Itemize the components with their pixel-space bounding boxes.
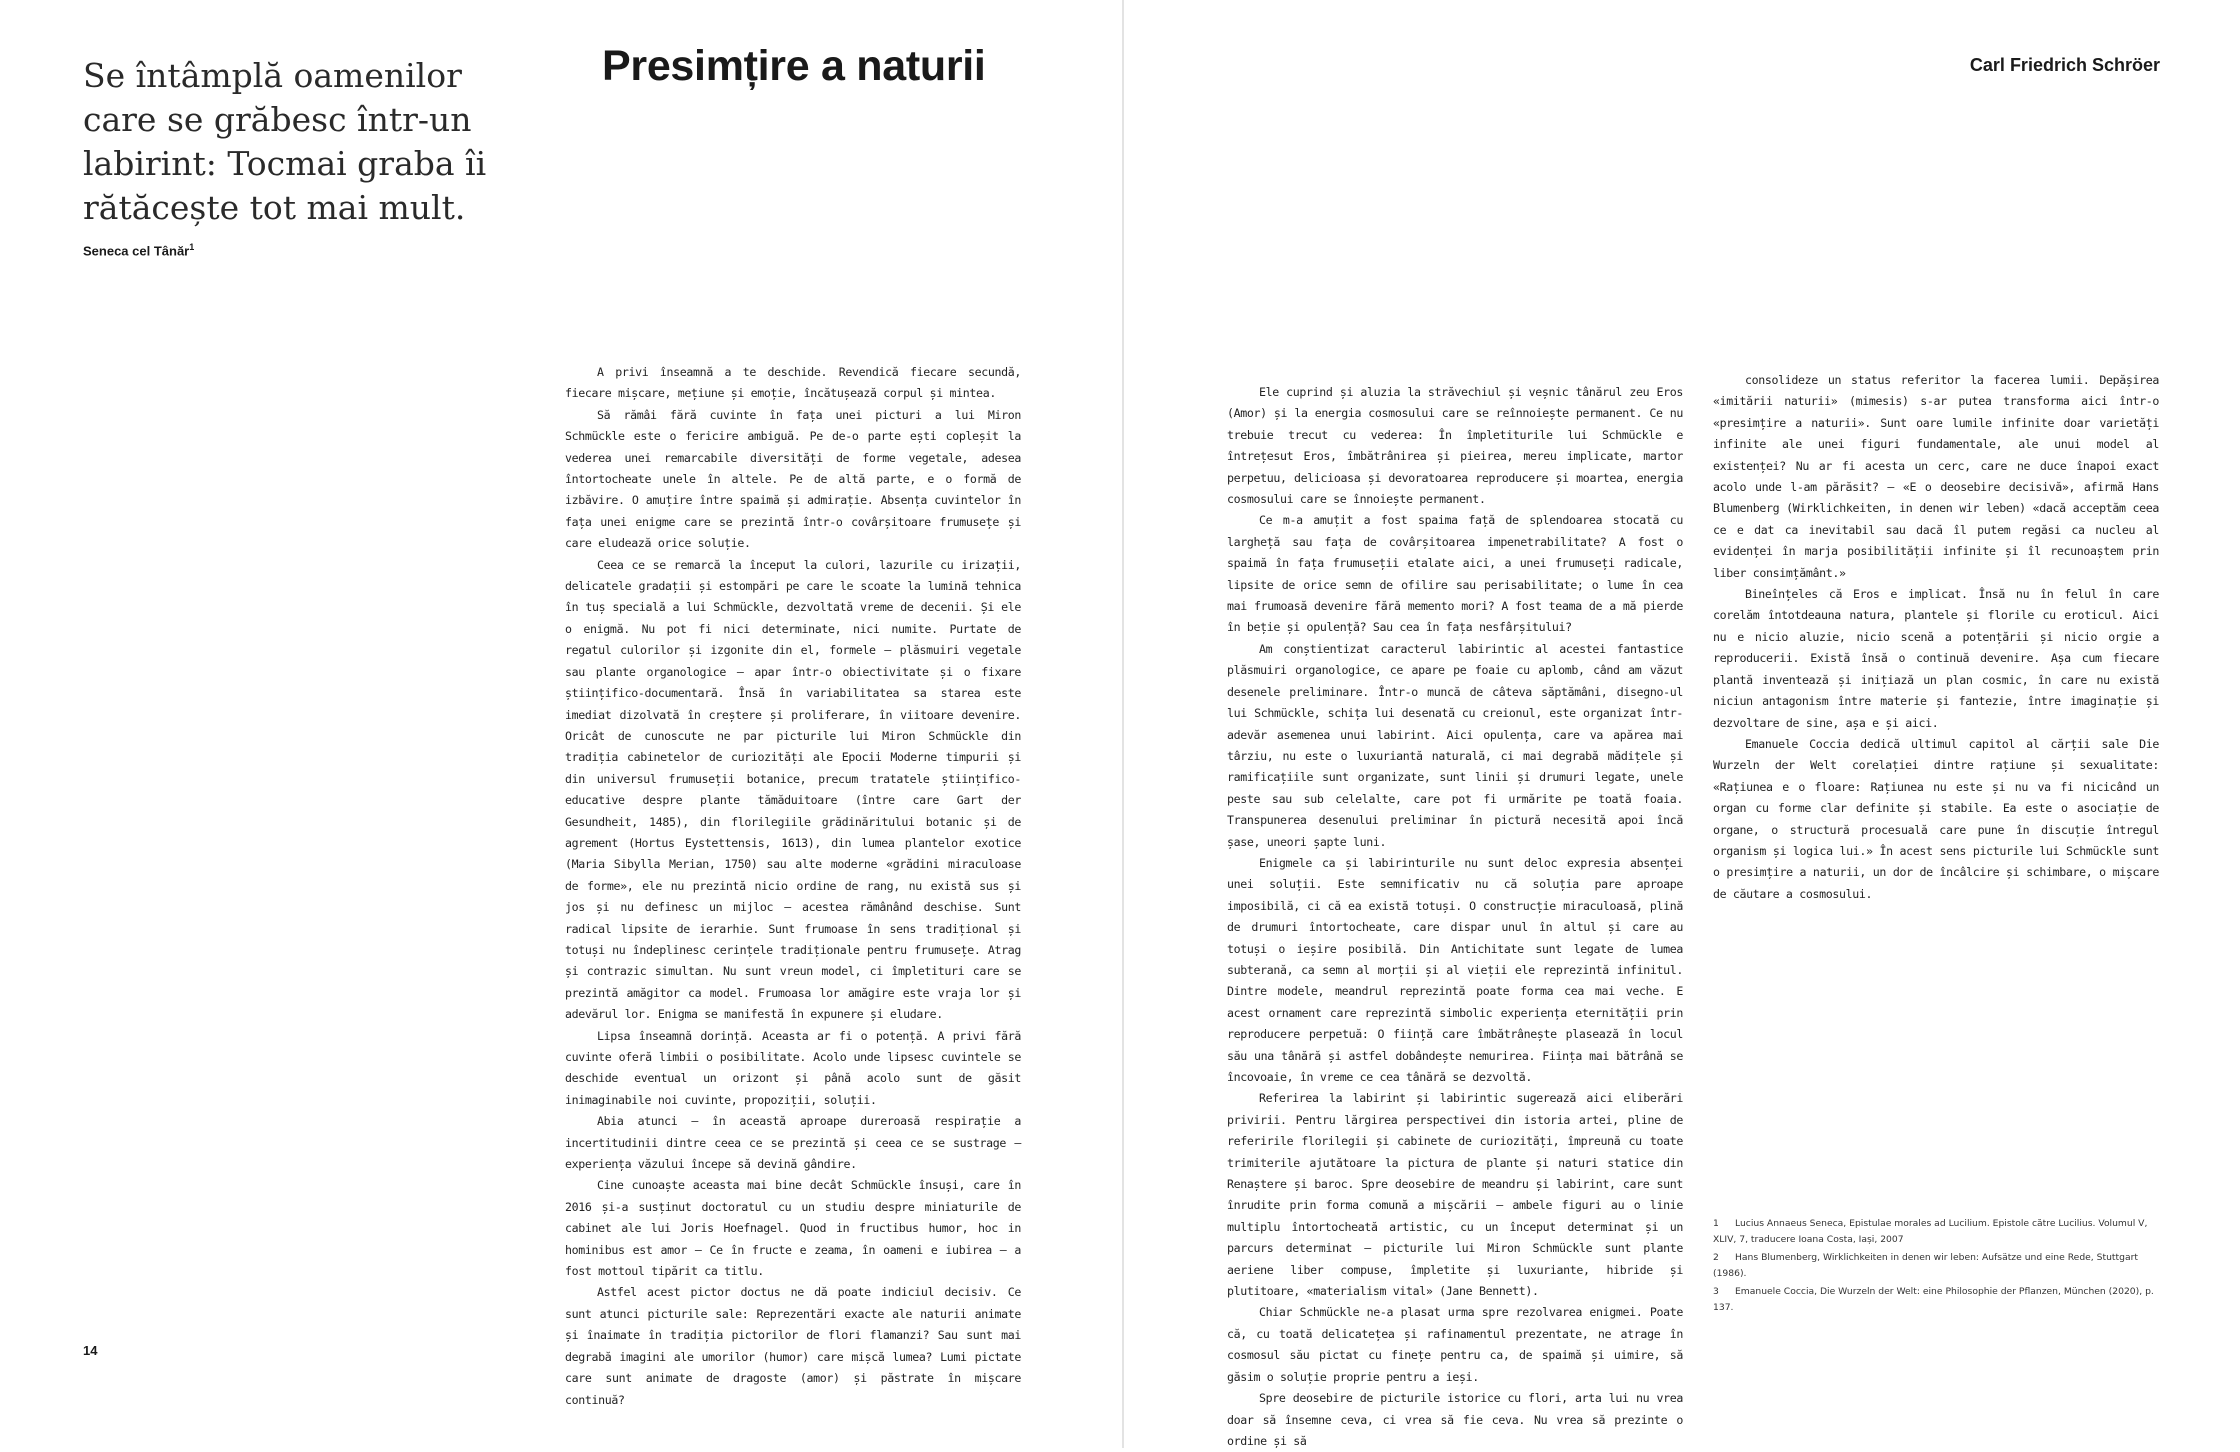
footnote [1713,1216,2159,1248]
left-body-column [565,362,1021,1407]
body-paragraph: Să rămâi fără cuvinte în fața unei picturi a lui Miron Schmückle este o fericire ambiguă. Pe de-o parte ești copleșit la vederea unei remarcabile diversități de forme vegetale, adesea întortocheate unele în altele. Pe de altă parte, e o formă de izbăvire. O amuțire între spaimă și admirație. Absența cuvintelor în fața unei enigme care se prezintă într-o covârșitoare frumusețe și care eludează orice soluție. [565,407,1021,551]
page-number: 14 [83,1343,98,1358]
footnotes [1713,1216,2159,1318]
right-body-column-2 [1713,370,2159,901]
body-paragraph: Spre deosebire de picturile istorice cu flori, arta lui nu vrea doar să însemne ceva, ci vrea să fie ceva. Nu vrea să prezinte o ordine și să [1227,1391,1683,1448]
epigraph-author-name: Seneca cel Tânăr [83,243,190,259]
body-paragraph: Bineînțeles că Eros e implicat. Însă nu în felul în care corelăm întotdeauna natura, plantele și florile cu eroticul. Aici nu e nicio aluzie, nicio scenă a potențării și nicio orgie a reproducerii. Există însă o continuă devenire. Așa cum fiecare plantă inventează și inițiază un plan cosmic, în care nu există niciun antagonism între materie și fantezie, între imaginație și dezvoltare de sine, așa e și aici. [1713,587,2159,730]
article-author: Carl Friedrich Schröer [1969,55,2160,75]
body-paragraph: Cine cunoaște aceasta mai bine decât Schmückle însuși, care în 2016 și-a susținut doctoratul cu un studiu despre miniaturile de cabinet ale lui Joris Hoefnagel. Quod in fructibus humor, hoc in hominibus est amor – Ce în fructe e zeama, în oameni e iubirea – a fost mottoul tipărit ca titlu. [565,1178,1021,1279]
body-paragraph: Ele cuprind și aluzia la străvechiul și veșnic tânărul zeu Eros (Amor) și la energia cosmosului care se reînnoiește permanent. Ce nu trebuie trecut cu vederea: În împletiturile lui Schmückle e întrețesut Eros, îmbătrânirea și pieirea, mereu implicate, martor perpetuu, delicioasa și devoratoarea reproducere și moartea, energia cosmosului care se înnoiește permanent. [1227,385,1683,507]
body-paragraph: Emanuele Coccia dedică ultimul capitol al cărții sale Die Wurzeln der Welt corelației dintre rațiune și sexualitate: «Rațiunea e o floare: Rațiunea nu este și nu va fi nicicând un organ cu forme clar definite și stabile. Ea este o asociație de organe, o structură procesuală care pune în discuție întregul organism și logica lui.» În acest sens picturile lui Schmückle sunt o presimțire a naturii, un dor de încâlcire și schimbare, o mișcare de căutare a cosmosului. [1713,736,2159,901]
epigraph-quote: Se întâmplă oamenilor care se grăbesc într-un labirint: Tocmai graba îi rătăcește tot mai mult. [83,56,487,227]
left-page [0,0,1122,1448]
body-paragraph: A privi înseamnă a te deschide. Revendică fiecare secundă, fiecare mișcare, mețiune și emoție, încătușează corpul și mintea. [565,365,1021,401]
body-paragraph: Ce m-a amuțit a fost spaima față de splendoarea stocată cu largheță sau fața de covârșitoarea impenetrabilitate? A fost o spaimă în fața frumuseții etalate aici, a unei frumuseți radicale, lipsite de orice semn de ofilire sau perisabilitate; o lume în cea mai frumoasă devenire fără memento mori? A fost teama de a mă pierde în beție și opulență? Sau cea în fața nesfârșitului? [1227,513,1683,635]
right-page [1124,0,2240,1448]
footnote-text: Hans Blumenberg, Wirklichkeiten in denen wir leben: Aufsätze und eine Rede, Stuttgart (1986). [1713,1252,2138,1279]
right-body-column-1 [1227,382,1683,1448]
body-paragraph: consolideze un status referitor la facerea lumii. Depășirea «imitării naturii» (mimesis) s-ar putea transforma aici într-o «presimțire a naturii». Sunt oare lumile infinite doar varietăți infinite ale unei figuri fundamentale, ale unui model al existenței? Nu ar fi acesta un cerc, care ne duce înapoi exact acolo unde l-am părăsit? – «E o deosebire decisivă», afirmă Hans Blumenberg (Wirklichkeiten, in denen wir leben) «dacă acceptăm ceea ce e dat ca inevitabil sau dacă îl putem regăsi ca nucleu al evidenței în marja posibilității infinite și îl recunoaștem prin liber consimțământ.» [1713,373,2159,580]
body-paragraph: Abia atunci – în această aproape dureroasă respirație a incertitudinii dintre ceea ce se prezintă și ceea ce se sustrage – experiența văzului începe să devină gândire. [565,1114,1021,1172]
body-paragraph: Referirea la labirint și labirintic sugerează aici eliberări privirii. Pentru lărgirea perspectivei din istoria artei, pline de referirile florilegii și cabinete de curiozități, împreună cu toate trimiterile ajutătoare la pictura de plante și naturi statice din Renaștere și baroc. Spre deosebire de meandru și labirint, care sunt înrudite prin forma comună a mișcării – ambele figuri au o linie multiplu întortocheată artistic, cu un început determinat și un parcurs determinat – picturile lui Miron Schmückle sunt plante aeriene liber compuse, împletite și luxuriante, hibride și plutitoare, «materialism vital» (Jane Bennett). [1227,1091,1683,1299]
body-paragraph: Ceea ce se remarcă la început la culori, lazurile cu irizații, delicatele gradații și estompări pe care le scoate la lumină tehnica în tuș specială a lui Schmückle, dezvoltată vreme de decenii. Și ele o enigmă. Nu pot fi nici determinate, nici numite. Purtate de regatul culorilor și izgonite din el, formele – plăsmuiri vegetale sau plante organologice – apar într-o obiectivitate și o fixare științifico-documentară. Însă în variabilitatea sa starea este imediat dizolvată în creștere și proliferare, în viitoare devenire. Oricât de cunoscute ne par picturile lui Miron Schmückle din tradiția cabinetelor de curiozități ale Epocii Moderne timpurii și din universul frumuseții botanice, precum tratatele științifico-educative despre plante tămăduitoare (între care Gart der Gesundheit, 1485), din florilegiile grădinăritului botanic și de agrement (Hortus Eystettensis, 1613), din lumea plantelor exotice (Maria Sibylla Merian, 1750) sau alte moderne «grădini miraculoase de forme», ele nu prezintă nicio ordine de rang, nu există sus și jos și nu definesc un mijloc – acestea rămânând deschise. Sunt radical lipsite de ierarhie. Sunt frumoase în sens tradițional și totuși nu îndeplinesc cerințele tradiționale pentru frumusețe. Atrag și contrazic simultan. Nu sunt vreun model, ci împletituri care se prezintă amăgitor ca model. Frumoasa lor amăgire este vraja lor și adevărul lor. Enigma se manifestă în expunere și eludare. [565,557,1021,1022]
footnote-number: 3 [1713,1286,1719,1297]
body-paragraph: Lipsa înseamnă dorință. Aceasta ar fi o potență. A privi fără cuvinte oferă limbii o posibilitate. Acolo unde lipsesc cuvintele se deschide eventual un orizont și până acolo sunt de găsit inimaginabile noi cuvinte, propoziții, soluții. [565,1028,1021,1107]
body-paragraph: Astfel acest pictor doctus ne dă poate indiciul decisiv. Ce sunt atunci picturile sale: Reprezentări exacte ale naturii animate și înaimate în tradiția pictorilor de flori flamanzi? Sau sunt mai degrabă imagini ale umorilor (humor) care mișcă lumea? Lumi pictate care sunt animate de dragoste (amor) și păstrate în mișcare continuă? [565,1285,1021,1407]
footnote-text: Emanuele Coccia, Die Wurzeln der Welt: eine Philosophie der Pflanzen, München (2020), p. 137. [1713,1286,2154,1313]
footnote-text: Lucius Annaeus Seneca, Epistulae morales ad Lucilium. Epistole către Lucilius. Volumul V, XLIV, 7, traducere Ioana Costa, Iași, 2007 [1713,1218,2148,1245]
body-paragraph: Am conștientizat caracterul labirintic al acestei fantastice plăsmuiri organologice, ce apare pe foaie cu aplomb, când am văzut desenele preliminare. Într-o muncă de câteva săptămâni, disegno-ul lui Schmückle, schița lui desenată cu creionul, este organizat într-adevăr asemenea unui labirint. Aici opulența, care va apărea mai târziu, nu este o luxuriantă naturală, ci mai degrabă mădițele și ramificațiile sunt organizate, sunt linii și drumuri legate, unele peste sau sub celelalte, care pot fi urmărite pe toată foaia. Transpunerea desenului preliminar în pictură necesită apoi încă șase, uneori șapte luni. [1227,641,1683,849]
epigraph-author [83,242,194,258]
footnote-number: 1 [1713,1218,1719,1229]
article-title: Presimțire a naturii [602,42,986,90]
footnote [1713,1284,2159,1316]
body-paragraph: Enigmele ca și labirinturile nu sunt deloc expresia absenței unei soluții. Este semnificativ nu că soluția pare aproape imposibilă, ci că ea există totuși. O construcție miraculoasă, plină de drumuri întortocheate, care dispar unul în altul și care au totuși o ieșire posibilă. Din Antichitate sunt legate de lumea subterană, ca semn al morții și al vieții ele reprezintă infinitul. Dintre modele, meandrul reprezintă poate forma cea mai veche. E acest ornament care reprezintă simbolic experiența eternității prin reproducere perpetuă: O ființă care îmbătrânește plasează în locul său una tânără și astfel dobândește nemurirea. Ființa mai bătrână se încovoaie, în vreme ce cea tânără se dezvoltă. [1227,855,1683,1084]
body-paragraph: Chiar Schmückle ne-a plasat urma spre rezolvarea enigmei. Poate că, cu toată delicatețea și rafinamentul prezentate, ne atrage în cosmosul său pictat cu finețe pentru ca, de spaimă și uimire, să găsim o soluție proprie pentru a ieși. [1227,1305,1683,1384]
epigraph-footnote-ref: 1 [189,242,195,252]
footnote [1713,1250,2159,1282]
footnote-number: 2 [1713,1252,1719,1263]
